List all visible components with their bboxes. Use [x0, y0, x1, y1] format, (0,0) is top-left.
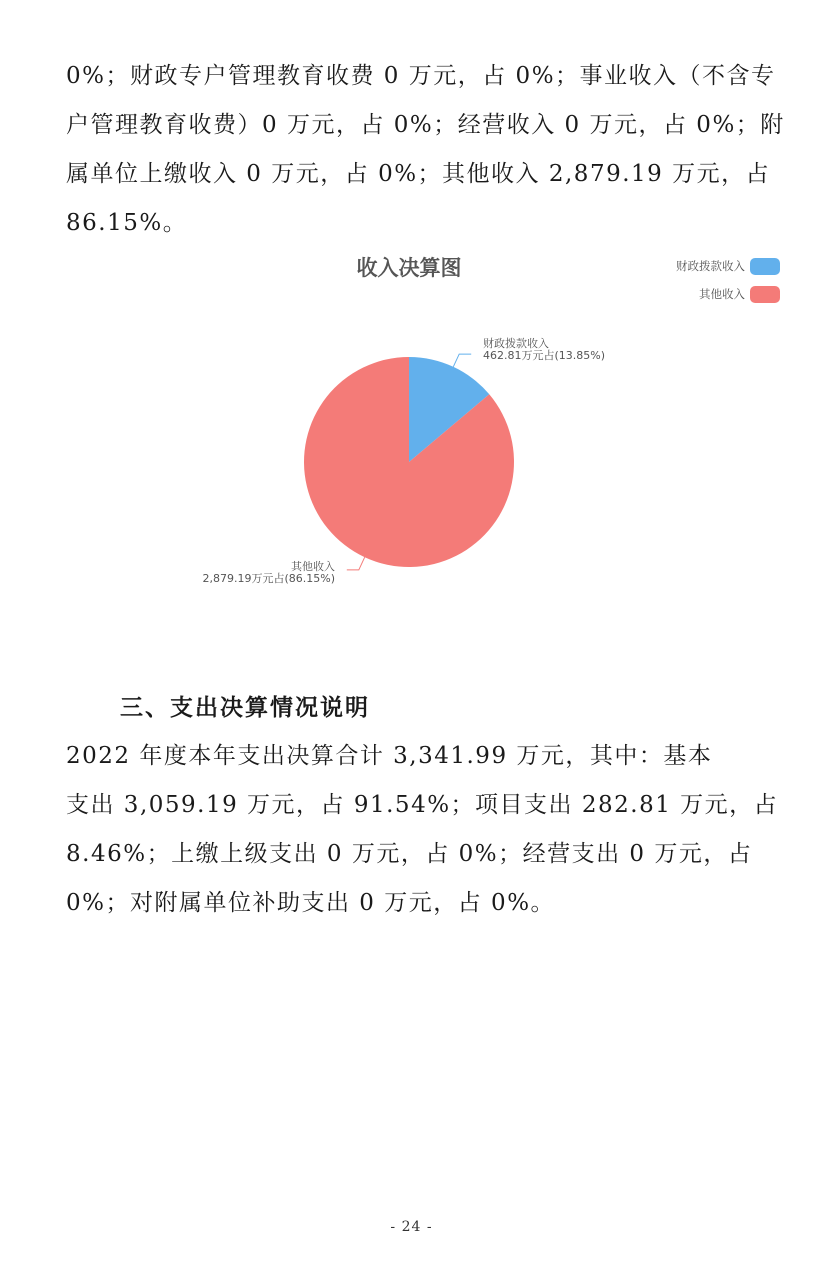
leader-line-fiscal: [453, 354, 471, 367]
paragraph-line: 0%；财政专户管理教育收费 0 万元，占 0%；事业收入（不含专: [66, 63, 776, 89]
leader-line-other: [347, 557, 365, 570]
paragraph-line: 8.46%；上缴上级支出 0 万元，占 0%；经营支出 0 万元，占: [66, 841, 753, 867]
paragraph-line: 支出 3,059.19 万元，占 91.54%；项目支出 282.81 万元，占: [66, 792, 779, 818]
paragraph-line: 0%；对附属单位补助支出 0 万元，占 0%。: [66, 890, 556, 916]
legend-swatch-fiscal: [750, 258, 780, 275]
chart-legend: [676, 258, 780, 303]
paragraph-line: 户管理教育收费）0 万元，占 0%；经营收入 0 万元，占 0%；附: [66, 112, 785, 138]
legend-swatch-other: [750, 286, 780, 303]
paragraph-line: 2022 年度本年支出决算合计 3,341.99 万元，其中：基本: [66, 743, 713, 769]
slice-label-fiscal-name: 财政拨款收入: [483, 337, 549, 350]
pie-plot: [304, 354, 514, 570]
income-pie-chart: [180, 240, 800, 600]
expenditure-paragraph: [66, 732, 779, 928]
paragraph-line: 86.15%。: [66, 210, 188, 236]
slice-label-other-value: 2,879.19万元占(86.15%): [202, 572, 335, 585]
chart-title: 收入决算图: [356, 256, 462, 280]
page-number: - 24 -: [390, 1219, 433, 1235]
slice-label-other-name: 其他收入: [291, 560, 335, 573]
legend-label-fiscal: 财政拨款收入: [676, 259, 745, 273]
section-heading: 三、支出决算情况说明: [120, 695, 370, 721]
paragraph-line: 属单位上缴收入 0 万元，占 0%；其他收入 2,879.19 万元，占: [66, 161, 771, 187]
income-paragraph: [66, 52, 785, 248]
slice-label-fiscal-value: 462.81万元占(13.85%): [483, 349, 606, 362]
legend-label-other: 其他收入: [699, 287, 745, 301]
